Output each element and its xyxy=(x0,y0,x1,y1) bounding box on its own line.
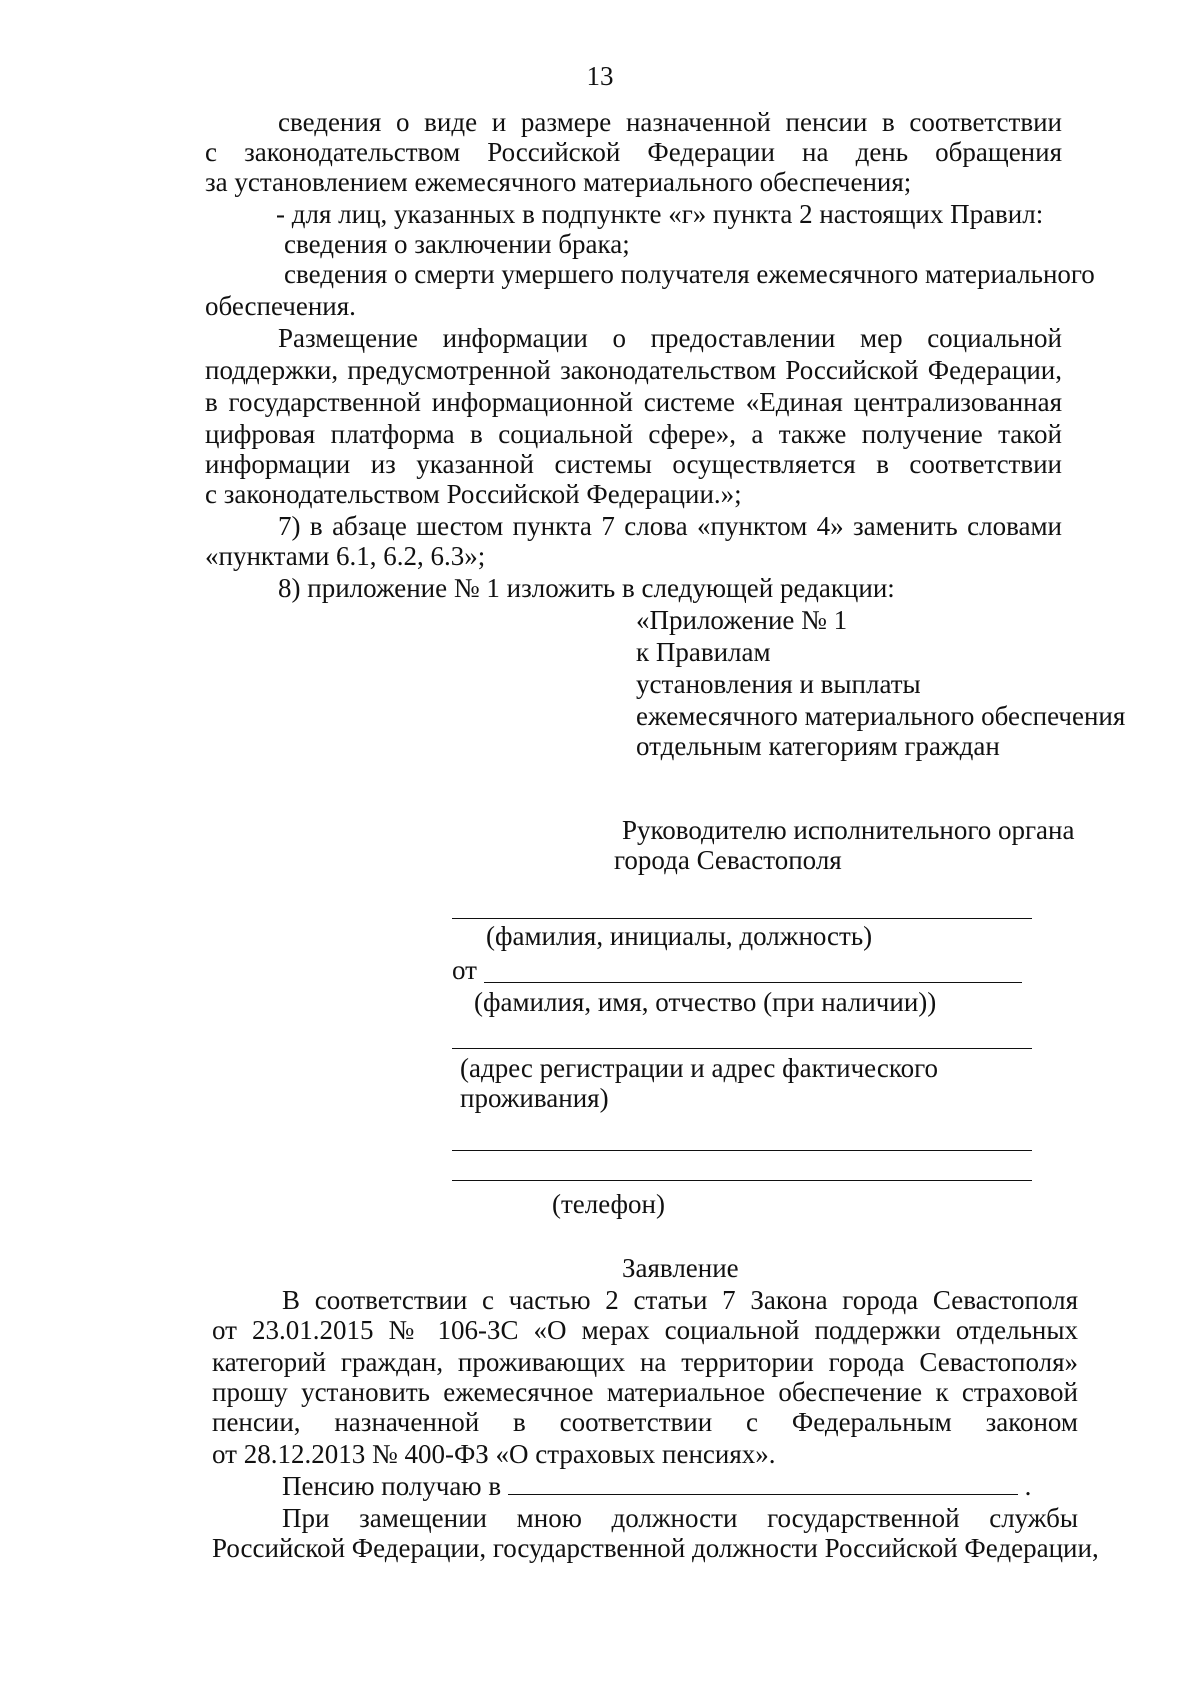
text-line: категорий граждан, проживающих на территории города Севастополя» xyxy=(212,1347,1078,1377)
text-line: за установлением ежемесячного материального обеспечения; xyxy=(205,167,912,197)
hint-phone: (телефон) xyxy=(552,1189,665,1219)
address-blank[interactable] xyxy=(452,1048,1032,1049)
applicant-name-blank[interactable] xyxy=(484,982,1022,983)
text-line: поддержки, предусмотренной законодательством Российской Федерации, xyxy=(205,355,1062,385)
hint-name: (фамилия, имя, отчество (при наличии)) xyxy=(474,987,937,1017)
text-line: 7) в абзаце шестом пункта 7 слова «пунктом 4» заменить словами xyxy=(278,511,1062,541)
text-line: Размещение информации о предоставлении мер социальной xyxy=(278,323,1062,353)
text-line: от 23.01.2015 № 106-ЗС «О мерах социальной поддержки отдельных xyxy=(212,1315,1078,1345)
text-line: «пунктами 6.1, 6.2, 6.3»; xyxy=(205,541,486,571)
addressee-line: Руководителю исполнительного органа xyxy=(622,815,1075,845)
text-line: информации из указанной системы осуществляется в соответствии xyxy=(205,449,1062,479)
text-line: сведения о заключении брака; xyxy=(284,229,630,259)
page-number: 13 xyxy=(586,61,614,91)
text-line: сведения о смерти умершего получателя ежемесячного материального xyxy=(284,259,1095,289)
appendix-line: к Правилам xyxy=(636,637,771,667)
appendix-line: «Приложение № 1 xyxy=(636,605,848,635)
text-line: прошу установить ежемесячное материальное обеспечение к страховой xyxy=(212,1377,1078,1407)
text-line: с законодательством Российской Федерации.»; xyxy=(205,479,742,509)
address-blank-2[interactable] xyxy=(452,1150,1032,1151)
text-line: в государственной информационной системе «Единая централизованная xyxy=(205,387,1062,417)
pension-recipient-blank[interactable] xyxy=(508,1472,1018,1495)
addressee-line: города Севастополя xyxy=(614,845,842,875)
text-line: Российской Федерации, государственной должности Российской Федерации, xyxy=(212,1533,1099,1563)
text-line: от 28.12.2013 № 400-ФЗ «О страховых пенсиях». xyxy=(212,1439,776,1469)
official-name-blank[interactable] xyxy=(452,918,1032,919)
text-line: с законодательством Российской Федерации на день обращения xyxy=(205,137,1062,167)
text-line: сведения о виде и размере назначенной пенсии в соответствии xyxy=(278,107,1062,137)
text-line: цифровая платформа в социальной сфере», а также получение такой xyxy=(205,419,1062,449)
text-line: В соответствии с частью 2 статьи 7 Закона города Севастополя xyxy=(282,1285,1078,1315)
statement-title: Заявление xyxy=(622,1253,739,1283)
hint-address: (адрес регистрации и адрес фактического xyxy=(460,1053,938,1083)
appendix-line: отдельным категориям граждан xyxy=(636,731,1000,761)
text-line: При замещении мною должности государственной службы xyxy=(282,1503,1078,1533)
text-line: пенсии, назначенной в соответствии с Федеральным законом xyxy=(212,1407,1078,1437)
pension-line xyxy=(282,1470,1200,1502)
pension-suffix: . xyxy=(1024,1471,1032,1501)
from-label: от xyxy=(452,955,477,985)
pension-prefix: Пенсию получаю в xyxy=(282,1471,502,1501)
hint-address: проживания) xyxy=(460,1083,609,1113)
hint-official: (фамилия, инициалы, должность) xyxy=(486,921,873,951)
appendix-line: ежемесячного материального обеспечения xyxy=(636,701,1126,731)
text-line: - для лиц, указанных в подпункте «г» пункта 2 настоящих Правил: xyxy=(276,199,1044,229)
text-line: 8) приложение № 1 изложить в следующей редакции: xyxy=(278,573,895,603)
appendix-line: установления и выплаты xyxy=(636,669,921,699)
phone-blank[interactable] xyxy=(452,1180,1032,1181)
text-line: обеспечения. xyxy=(205,291,356,321)
